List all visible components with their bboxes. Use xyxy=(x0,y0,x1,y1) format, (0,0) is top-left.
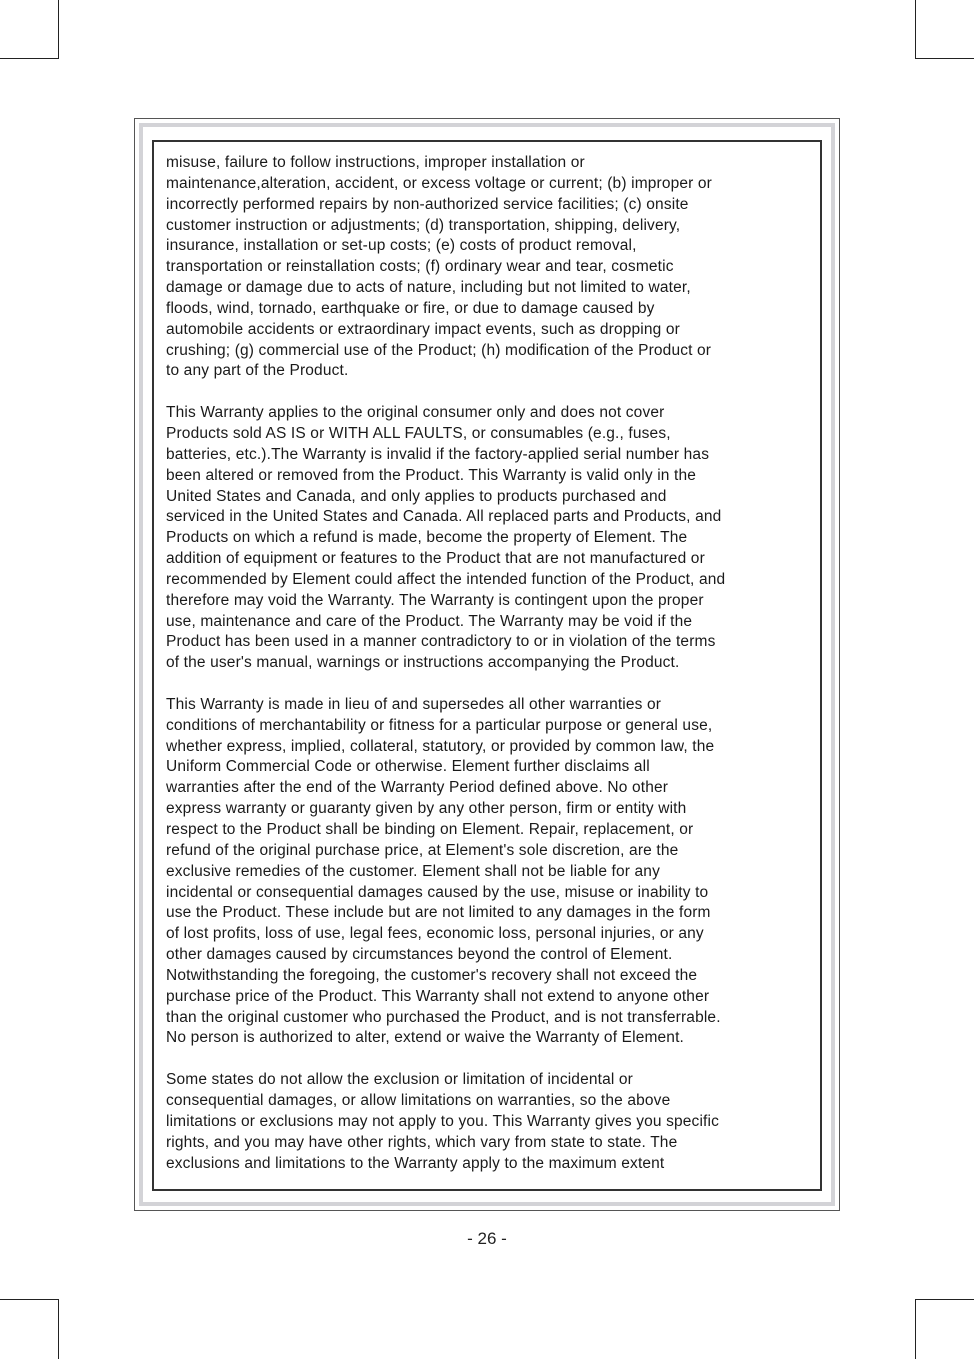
text-line: than the original customer who purchased the Product, and is not transferrable. xyxy=(166,1008,721,1026)
paragraph-spacer xyxy=(166,1049,816,1070)
text-line: express warranty or guaranty given by any other person, firm or entity with xyxy=(166,800,687,818)
text-line: refund of the original purchase price, at Element's sole discretion, are the xyxy=(166,841,679,859)
text-line: Product has been used in a manner contradictory to or in violation of the terms xyxy=(166,633,716,651)
text-line: whether express, implied, collateral, statutory, or provided by common law, the xyxy=(166,737,715,755)
text-line: warranties after the end of the Warranty Period defined above. No other xyxy=(166,779,669,797)
text-line: crushing; (g) commercial use of the Product; (h) modification of the Product or xyxy=(166,341,712,359)
text-line: batteries, etc.).The Warranty is invalid if the factory-applied serial number has xyxy=(166,445,710,463)
text-line: serviced in the United States and Canada. All replaced parts and Products, and xyxy=(166,508,722,526)
text-line: recommended by Element could affect the intended function of the Product, and xyxy=(166,570,726,588)
crop-mark-bottom-right xyxy=(915,1299,974,1359)
text-line: other damages caused by circumstances beyond the control of Element. xyxy=(166,946,673,964)
text-line: floods, wind, tornado, earthquake or fire, or due to damage caused by xyxy=(166,299,655,317)
paragraph-1 xyxy=(166,153,816,382)
text-line: Products on which a refund is made, become the property of Element. The xyxy=(166,529,688,547)
text-line: misuse, failure to follow instructions, improper installation or xyxy=(166,154,585,171)
paragraph-spacer xyxy=(166,382,816,403)
text-line: to any part of the Product. xyxy=(166,362,349,380)
text-line: been altered or removed from the Product. This Warranty is valid only in the xyxy=(166,466,697,484)
text-line: therefore may void the Warranty. The Warranty is contingent upon the proper xyxy=(166,591,704,609)
paragraph-spacer xyxy=(166,674,816,695)
page-number: - 26 - xyxy=(467,1229,507,1248)
text-line: respect to the Product shall be binding on Element. Repair, replacement, or xyxy=(166,821,694,838)
text-line: of the user's manual, warnings or instructions accompanying the Product. xyxy=(166,654,680,672)
text-line: limitations or exclusions may not apply to you. This Warranty gives you specific xyxy=(166,1112,720,1130)
text-line: Notwithstanding the foregoing, the customer's recovery shall not exceed the xyxy=(166,966,698,984)
text-line: addition of equipment or features to the Product that are not manufactured or xyxy=(166,550,705,568)
text-line: damage or damage due to acts of nature, including but not limited to water, xyxy=(166,279,691,297)
text-line: conditions of merchantability or fitness for a particular purpose or general use, xyxy=(166,716,713,734)
text-line: United States and Canada, and only applies to products purchased and xyxy=(166,487,667,505)
text-line: use, maintenance and care of the Product. The Warranty may be void if the xyxy=(166,612,693,630)
text-line: No person is authorized to alter, extend or waive the Warranty of Element. xyxy=(166,1029,684,1047)
text-line: customer instruction or adjustments; (d) transportation, shipping, delivery, xyxy=(166,216,681,234)
text-line: exclusions and limitations to the Warranty apply to the maximum extent xyxy=(166,1154,665,1172)
paragraph-2 xyxy=(166,403,816,674)
text-line: of lost profits, loss of use, legal fees, economic loss, personal injuries, or any xyxy=(166,925,704,943)
text-line: exclusive remedies of the customer. Element shall not be liable for any xyxy=(166,862,660,880)
text-line: automobile accidents or extraordinary impact events, such as dropping or xyxy=(166,320,680,338)
text-line: Uniform Commercial Code or otherwise. Element further disclaims all xyxy=(166,758,650,776)
text-line: insurance, installation or set-up costs; (e) costs of product removal, xyxy=(166,237,637,255)
text-line: transportation or reinstallation costs; (f) ordinary wear and tear, cosmetic xyxy=(166,258,674,276)
text-line: maintenance,alteration, accident, or excess voltage or current; (b) improper or xyxy=(166,174,712,192)
text-line: incidental or consequential damages caused by the use, misuse or inability to xyxy=(166,883,709,901)
crop-mark-bottom-left xyxy=(0,1299,59,1359)
text-line: rights, and you may have other rights, which vary from state to state. The xyxy=(166,1133,678,1151)
text-line: This Warranty applies to the original consumer only and does not cover xyxy=(166,404,665,422)
text-line: Products sold AS IS or WITH ALL FAULTS, or consumables (e.g., fuses, xyxy=(166,424,671,442)
text-line: Some states do not allow the exclusion or limitation of incidental or xyxy=(166,1071,633,1089)
text-line: use the Product. These include but are not limited to any damages in the form xyxy=(166,904,711,922)
text-line: This Warranty is made in lieu of and supersedes all other warranties or xyxy=(166,695,662,713)
crop-mark-top-left xyxy=(0,0,59,59)
paragraph-4 xyxy=(166,1070,816,1174)
text-line: consequential damages, or allow limitations on warranties, so the above xyxy=(166,1091,671,1109)
crop-mark-top-right xyxy=(915,0,974,59)
warranty-text-block xyxy=(166,153,816,1174)
text-line: incorrectly performed repairs by non-authorized service facilities; (c) onsite xyxy=(166,195,689,213)
paragraph-3 xyxy=(166,695,816,1049)
text-line: purchase price of the Product. This Warranty shall not extend to anyone other xyxy=(166,987,710,1005)
